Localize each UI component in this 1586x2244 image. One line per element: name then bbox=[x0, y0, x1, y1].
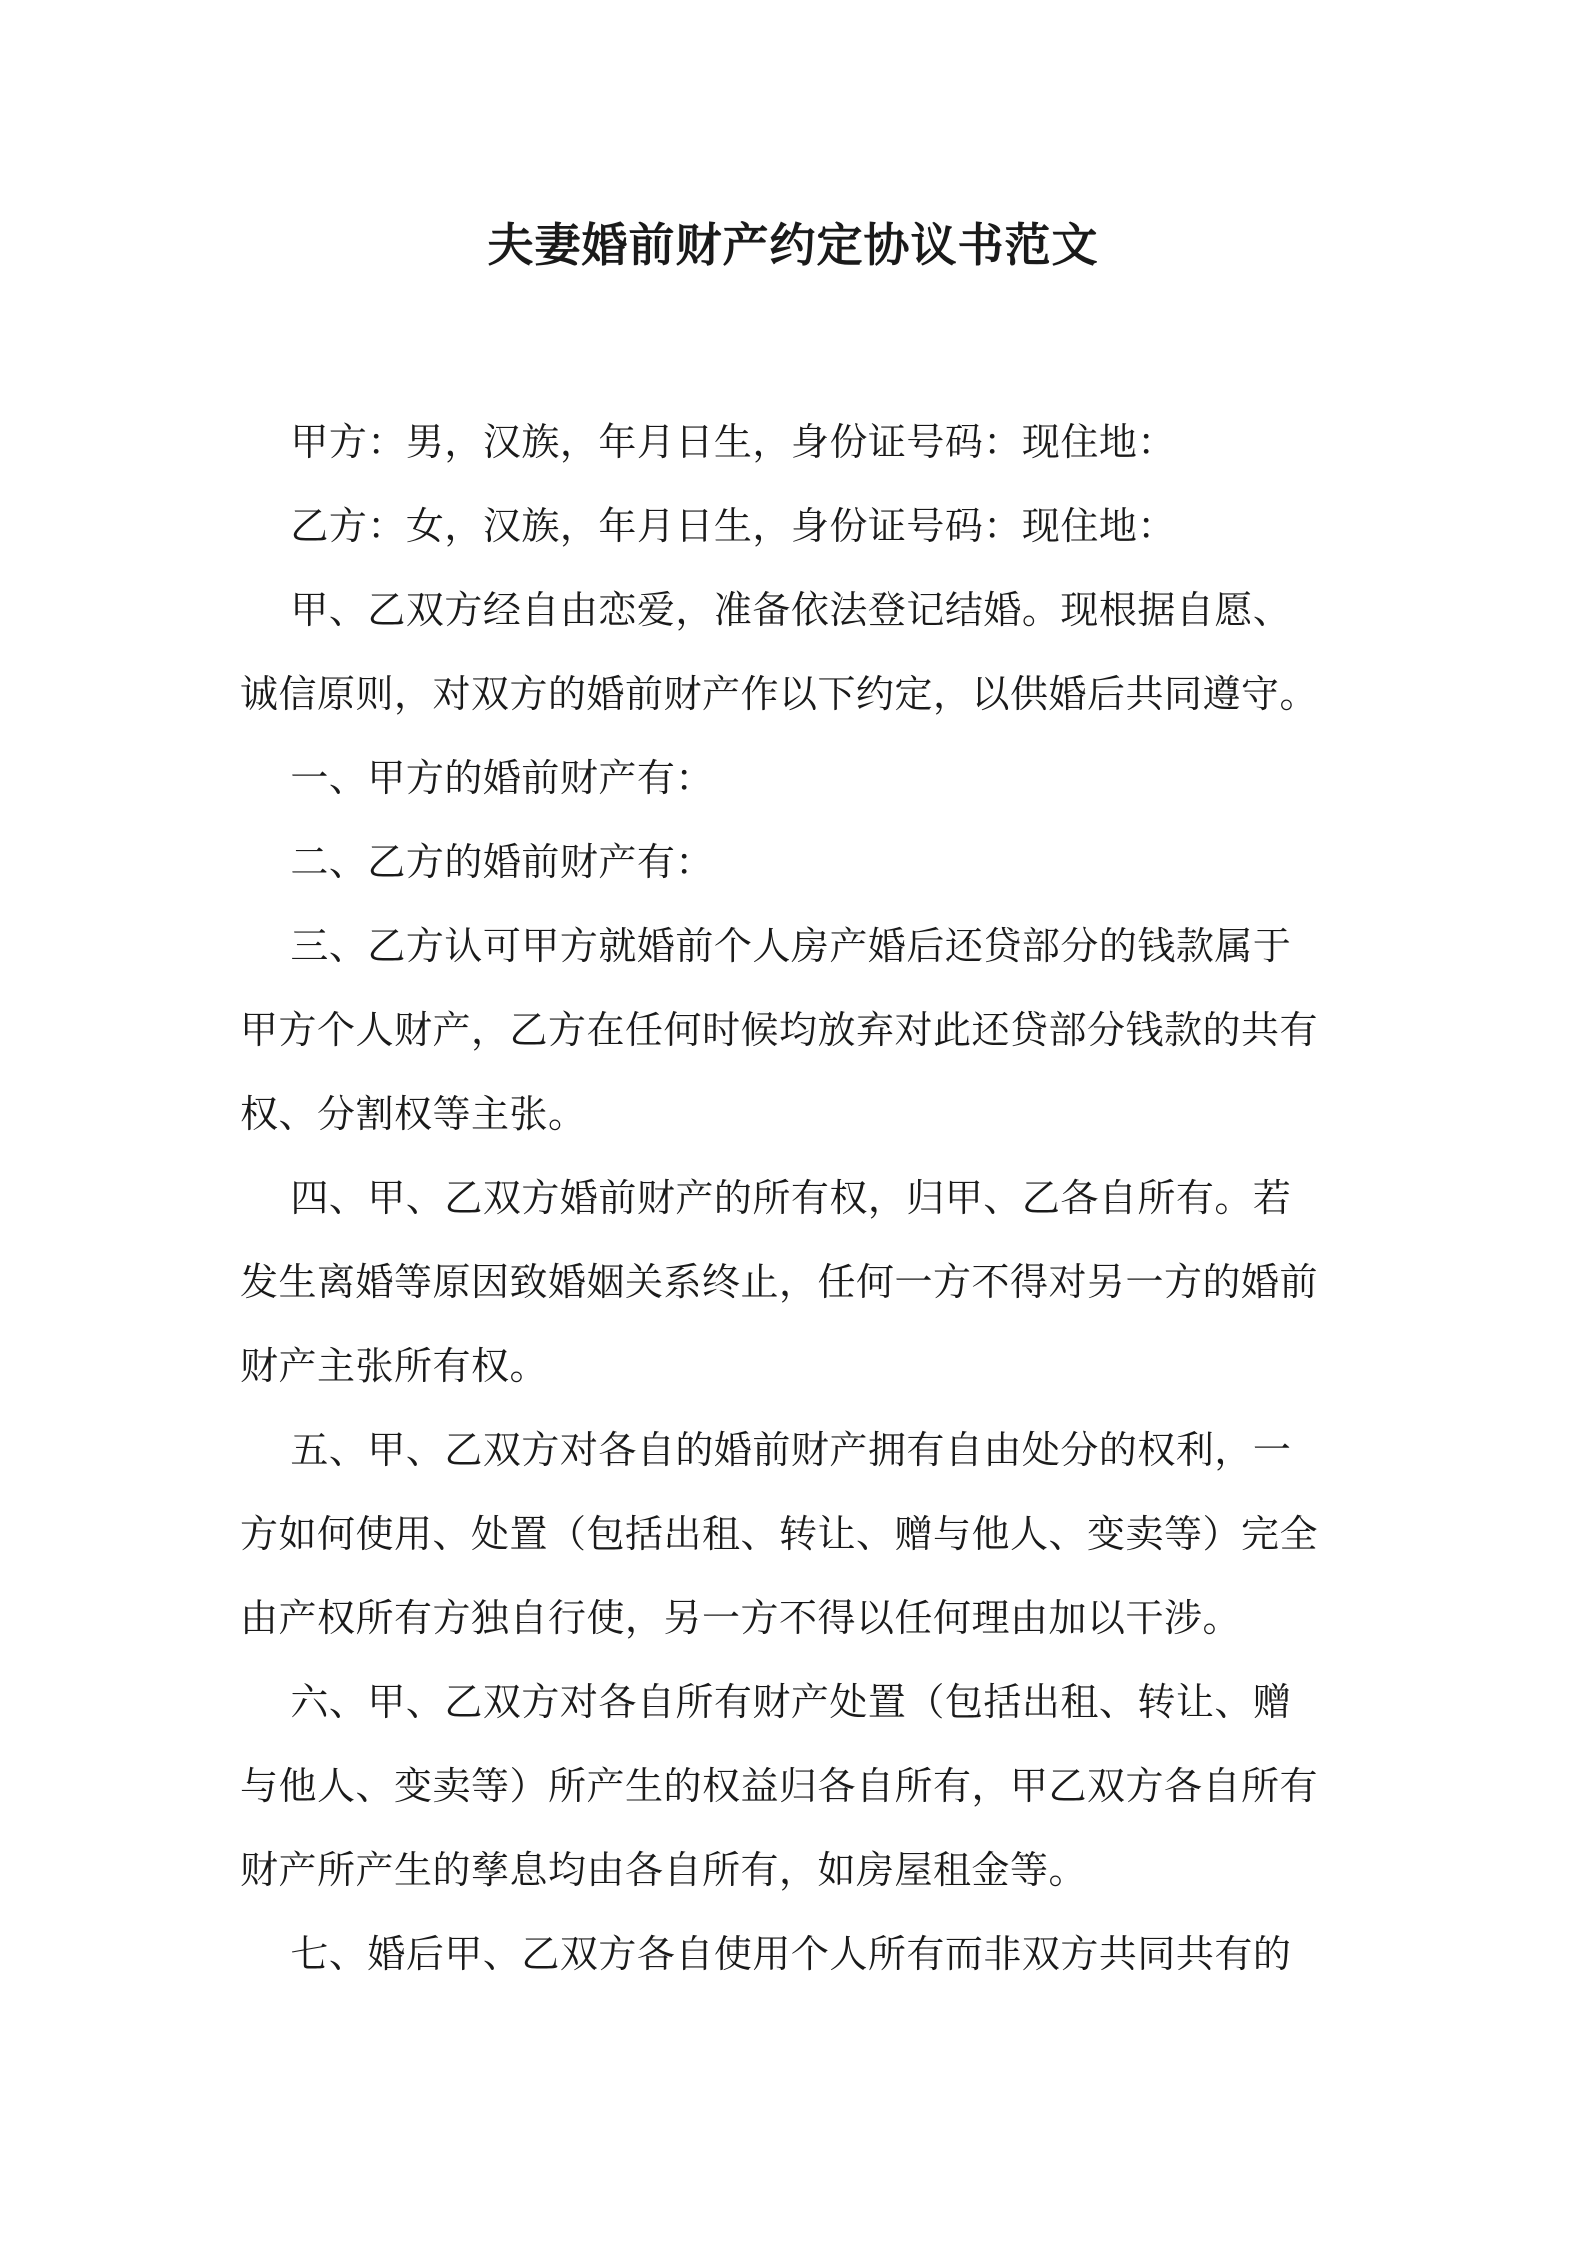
clause-7: 七、婚后甲、乙双方各自使用个人所有而非双方共同共有的 bbox=[240, 1932, 1292, 1976]
document-title: 夫妻婚前财产约定协议书范文 bbox=[487, 218, 1099, 272]
party-b-info: 乙方：女，汉族，年月日生，身份证号码：现住地： bbox=[240, 504, 1176, 548]
clause-4: 四、甲、乙双方婚前财产的所有权，归甲、乙各自所有。若 发生离婚等原因致婚姻关系终止，任何一方不得对另一方的婚前 财产主张所有权。 bbox=[240, 1176, 1319, 1388]
document-body bbox=[240, 400, 1350, 1996]
party-a-info: 甲方：男，汉族，年月日生，身份证号码：现住地： bbox=[240, 420, 1176, 464]
clause-5: 五、甲、乙双方对各自的婚前财产拥有自由处分的权利，一 方如何使用、处置（包括出租、转让、赠与他人、变卖等）完全 由产权所有方独自行使，另一方不得以任何理由加以干涉。 bbox=[240, 1428, 1319, 1640]
clause-2: 二、乙方的婚前财产有： bbox=[240, 840, 714, 884]
clause-6: 六、甲、乙双方对各自所有财产处置（包括出租、转让、赠 与他人、变卖等）所产生的权益归各自所有，甲乙双方各自所有 财产所产生的孳息均由各自所有，如房屋租金等。 bbox=[240, 1680, 1319, 1892]
clause-3: 三、乙方认可甲方就婚前个人房产婚后还贷部分的钱款属于 甲方个人财产，乙方在任何时候均放弃对此还贷部分钱款的共有 权、分割权等主张。 bbox=[240, 924, 1319, 1136]
preamble-paragraph: 甲、乙双方经自由恋爱，准备依法登记结婚。现根据自愿、 诚信原则，对双方的婚前财产作以下约定，以供婚后共同遵守。 bbox=[240, 588, 1319, 716]
clause-1: 一、甲方的婚前财产有： bbox=[240, 756, 714, 800]
